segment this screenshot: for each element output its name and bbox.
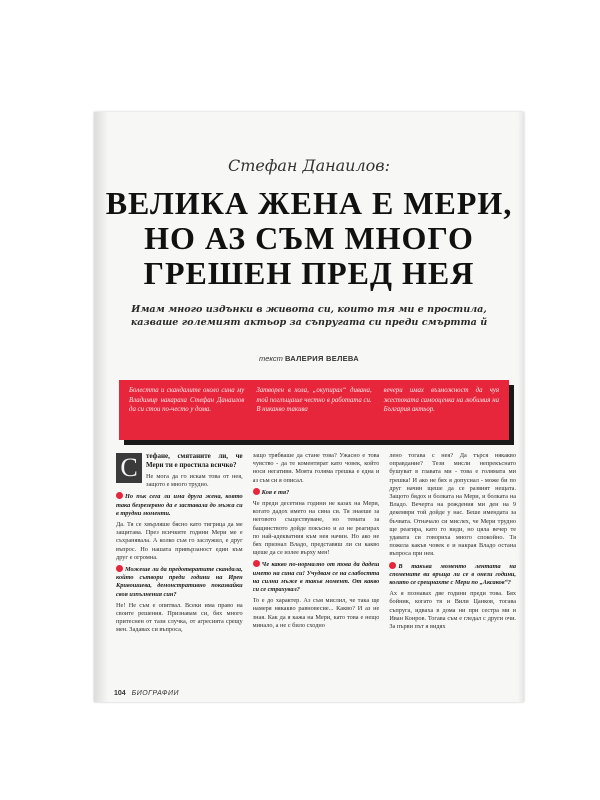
article-body [116, 452, 516, 682]
body-column-3 [389, 452, 516, 682]
headline-line-2: НО АЗ СЪМ МНОГО [144, 220, 474, 256]
question-marker-icon [116, 565, 123, 572]
question-marker-icon [116, 492, 123, 499]
question [116, 565, 243, 599]
byline [94, 354, 524, 363]
question-marker-icon [253, 560, 260, 567]
article-kicker: Стефан Данаилов: [227, 156, 391, 175]
body-column-1 [116, 452, 243, 682]
question [389, 562, 516, 588]
question-text: Можеше ли да предотвратите скандала, който сътвори преди години на Ирен Кривошиева, демонстративно показвайки своя изпълнения син? [116, 566, 243, 598]
page-footer [114, 690, 179, 697]
magazine-page [94, 112, 524, 702]
question-text: Че какво по-нормално от това да дадеш името на сина си! Учудвам се на слабостта на силни мъже в такъв момент. От какво си се страхувал? [252, 561, 380, 594]
article-headline [94, 186, 524, 291]
question-marker-icon [253, 488, 260, 495]
headline-line-1: ВЕЛИКА ЖЕНА Е МЕРИ, [105, 185, 513, 221]
answer: Да. Тя се хвърляше бясно като тигрица да ме защитава. През всичките години Мери ме е съхранявала. А колко съм го заслужил, е друг въпрос. Но нашата привързаност един към друг е огромна. [116, 521, 243, 561]
question-text: В такъва моменто лентата на спомените ви връща ли се в онези години, когато се срещнахте с Мери по „Аксаков“? [389, 562, 517, 587]
byline-label: текст [259, 354, 283, 363]
callout-column-2: Затворен в хола, „окупирал“ дивана, той поглъщаше честно в работата си. В никакво такива [256, 387, 372, 413]
drop-cap: С [116, 453, 142, 483]
lead-block [116, 452, 243, 492]
question [116, 492, 243, 518]
headline-line-3: ГРЕШЕН ПРЕД НЕЯ [143, 255, 475, 291]
body-column-2 [253, 452, 380, 682]
paragraph: лено тогава с нея? Да търся някакво оправдание? Тези мисли непрекъснато бушуват в главата ми - това е голямата ми грешка! И ако не бях я допуснал - може би по друг начин щеше да се развият нещата. Защото бядох и болката на Мери, и болката на Владо. Вечерта на рождения ми ден на 9 декември той дойде у нас. Беше имендата за бъчвата. Отначало си мислех, че Мери трудно ще реагира, като го види, но цяла вечер те удавата си говориха много спокойно. Тя пожела какъв човек е и накрая Владо остана въпроса при нея. [389, 452, 517, 558]
callout-column-1: Болестта и скандалите около сина му Владимир накараха Стефан Данаилов да си стои по-често у дома. [129, 387, 245, 413]
question-text: Коя е тя? [261, 488, 290, 496]
answer: То е до характер. Аз съм мислил, че така ще намеря някакво равновесие... Какво? И аз не зная. Как да я кажа на Мери, като това е нещо минало, а не с било сходно [252, 597, 380, 629]
byline-author: ВАЛЕРИЯ ВЕЛЕВА [284, 354, 359, 363]
article-deck: Имам много издънки в живота си, които тя ми е простила, казваше големият актьор за съпругата си преди смъртта й [130, 304, 488, 328]
callout-column-3: вечери имах възможност да чуя жестоката самооценка на любимия на България актьор. [383, 387, 499, 413]
question [253, 560, 380, 594]
magazine-name: БИОГРАФИИ [131, 690, 180, 697]
answer: Ах я познавах две години преди това. Бях бойник, когато тя и Вили Цанков, тогава съпруга, идваха в дома ни при сестра ми и Иван Конров. Тогава съм е гледал с други очи. За първи път я видях [389, 590, 517, 631]
page-number: 104 [114, 690, 126, 697]
question [253, 488, 380, 497]
answer: Не! Не съм е опитвал. Всеки има право на своите решения. Признавам си, бях много притеснен от тази случка, от агресията срещу мен. Задавах си въпроса, [116, 601, 243, 634]
callout-box [119, 380, 509, 440]
lead-answer: Не мога да го искам това от нея, защото е много трудно. [146, 473, 243, 489]
question-marker-icon [389, 562, 396, 569]
lead-question: тефане, смятаните ли, че Мери ти е простила всичко? [146, 452, 243, 469]
question-text: Но пък сега ли има друга жена, която така безрезервно да е заставала до мъжа си в трудни моменти. [116, 493, 243, 517]
answer: Че преди десетина години не казах на Мери, когато дадох името на сина си. Тя знаеше за неговото съществуване, но темата за бащинството дойде покъсно и аз не реагирах по най-адекватния към нея начин. Но ако не бях признал Владо, представяш ли си какво щеше да се излее върху мен! [252, 500, 380, 557]
paragraph: защо трябваше да стане това? Ужасно е това чувство - да те коментират като човек, който носи негативи. Моята голяма грешка е една и аз съм си я описал. [252, 452, 380, 484]
